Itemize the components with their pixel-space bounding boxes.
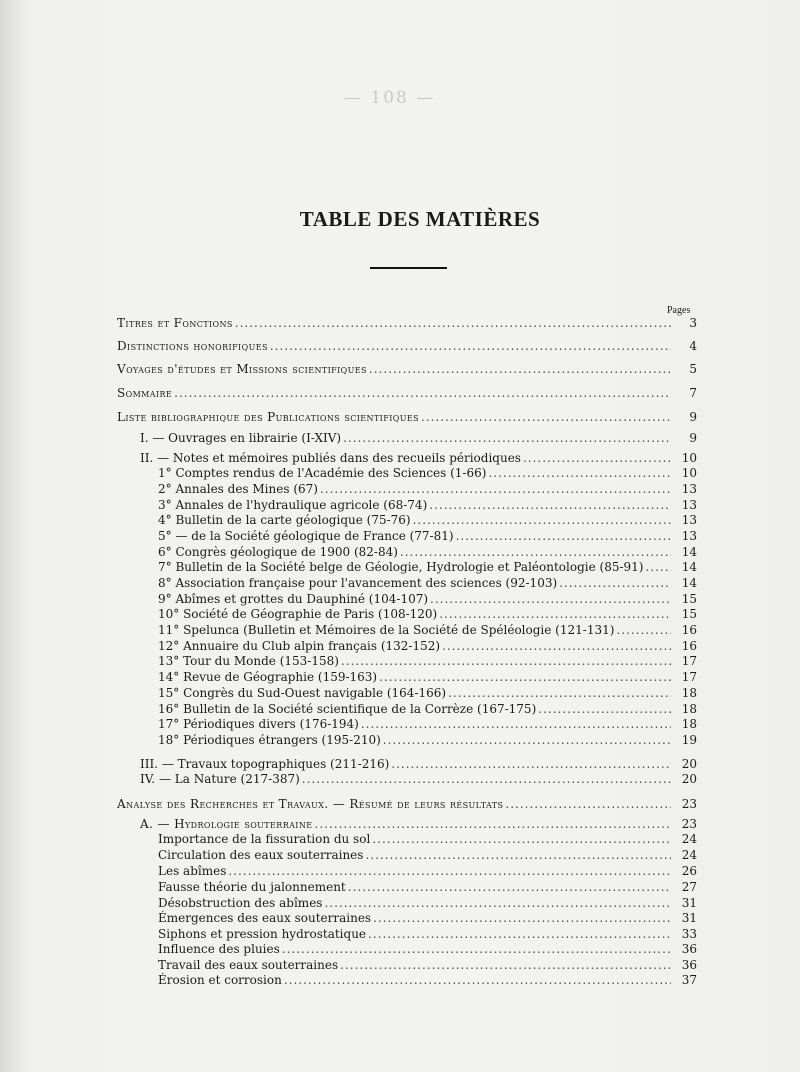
- toc-entry-label: A. — Hydrologie souterraine: [140, 817, 313, 831]
- toc-entry-page: 17: [681, 670, 697, 684]
- toc-entry: [158, 927, 697, 942]
- dot-leader: [348, 880, 671, 895]
- toc-entry-page: 13: [681, 498, 697, 512]
- toc-entry-page: 4: [689, 339, 697, 353]
- dot-leader: [456, 529, 671, 544]
- dot-leader: [488, 466, 671, 481]
- toc-entry: [158, 482, 697, 497]
- toc-entry: [158, 670, 697, 685]
- toc-entry: [140, 451, 697, 466]
- dot-leader: [505, 797, 671, 812]
- toc-entry-page: 36: [681, 958, 697, 972]
- toc-entry-page: 26: [681, 864, 697, 878]
- page-title: TABLE DES MATIÈRES: [299, 207, 541, 231]
- dot-leader: [383, 733, 671, 748]
- dot-leader: [270, 339, 671, 354]
- toc-entry-page: 3: [689, 316, 697, 330]
- toc-entry-page: 31: [681, 911, 697, 925]
- toc-entry-label: Distinctions honorifiques: [117, 339, 268, 353]
- toc-entry-label: Siphons et pression hydrostatique: [158, 927, 367, 941]
- dot-leader: [235, 316, 671, 331]
- toc-entry-label: 9° Abîmes et grottes du Dauphiné (104-107): [158, 592, 429, 606]
- toc-entry-label: 6° Congrès géologique de 1900 (82-84): [158, 545, 398, 559]
- toc-entry-label: II. — Notes et mémoires publiés dans des recueils périodiques: [140, 451, 521, 465]
- toc-entry: [140, 431, 697, 446]
- toc-entry-label: 2° Annales des Mines (67): [158, 482, 318, 496]
- toc-entry: [117, 316, 697, 331]
- toc-entry-page: 5: [689, 362, 697, 376]
- toc-entry-label: Les abîmes: [158, 864, 227, 878]
- toc-entry-page: 37: [681, 973, 697, 987]
- bleed-through-page-number: — 108 —: [344, 88, 436, 108]
- toc-entry-label: 12° Annuaire du Club alpin français (132-152): [158, 639, 441, 653]
- toc-entry-page: 19: [681, 733, 697, 747]
- dot-leader: [442, 639, 671, 654]
- toc-entry: [117, 339, 697, 354]
- toc-entry-page: 17: [681, 654, 697, 668]
- toc-entry: [158, 639, 697, 654]
- dot-leader: [645, 560, 671, 575]
- toc-entry-label: 7° Bulletin de la Société belge de Géologie, Hydrologie et Paléontologie (85-91): [158, 560, 644, 574]
- toc-entry: [158, 686, 697, 701]
- dot-leader: [421, 410, 671, 425]
- toc-entry-page: 10: [681, 466, 697, 480]
- toc-entry: [158, 623, 697, 638]
- dot-leader: [361, 717, 671, 732]
- toc-entry-label: 13° Tour du Monde (153-158): [158, 654, 339, 668]
- toc-entry-page: 13: [681, 482, 697, 496]
- dot-leader: [228, 864, 671, 879]
- toc-entry: [158, 607, 697, 622]
- toc-entry: [158, 958, 697, 973]
- toc-entry-label: 18° Périodiques étrangers (195-210): [158, 733, 381, 747]
- toc-entry: [158, 717, 697, 732]
- title-rule: [370, 267, 447, 269]
- toc-entry-label: 1° Comptes rendus de l'Académie des Sciences (1-66): [158, 466, 487, 480]
- toc-entry-page: 31: [681, 896, 697, 910]
- toc-entry-label: 14° Revue de Géographie (159-163): [158, 670, 378, 684]
- toc-entry: [117, 410, 697, 425]
- toc-entry: [117, 386, 697, 401]
- dot-leader: [538, 702, 671, 717]
- toc-entry: [158, 973, 697, 988]
- toc-entry: [158, 592, 697, 607]
- toc-entry-page: 13: [681, 529, 697, 543]
- dot-leader: [341, 654, 671, 669]
- toc-entry-page: 24: [681, 832, 697, 846]
- toc-entry-page: 18: [681, 686, 697, 700]
- toc-entry-label: 3° Annales de l'hydraulique agricole (68-74): [158, 498, 428, 512]
- dot-leader: [379, 670, 671, 685]
- toc-entry-label: Influence des pluies: [158, 942, 280, 956]
- toc-entry-page: 13: [681, 513, 697, 527]
- dot-leader: [413, 513, 671, 528]
- toc-entry-page: 14: [681, 576, 697, 590]
- dot-leader: [372, 832, 671, 847]
- pages-column-heading: Pages: [667, 305, 691, 316]
- toc-entry-label: Érosion et corrosion: [158, 973, 282, 987]
- toc-entry-page: 33: [681, 927, 697, 941]
- toc-entry-label: 8° Association française pour l'avancement des sciences (92-103): [158, 576, 558, 590]
- toc-entry: [140, 772, 697, 787]
- toc-entry-label: IV. — La Nature (217-387): [140, 772, 300, 786]
- toc-entry-page: 20: [681, 772, 697, 786]
- toc-entry: [140, 757, 697, 772]
- dot-leader: [302, 772, 671, 787]
- toc-entry-page: 23: [681, 797, 697, 811]
- dot-leader: [174, 386, 671, 401]
- toc-entry: [158, 654, 697, 669]
- toc-entry-label: 5° — de la Société géologique de France (77-81): [158, 529, 454, 543]
- toc-entry-label: 11° Spelunca (Bulletin et Mémoires de la Société de Spéléologie (121-131): [158, 623, 615, 637]
- dot-leader: [616, 623, 671, 638]
- toc-entry-label: III. — Travaux topographiques (211-216): [140, 757, 390, 771]
- toc-entry-label: I. — Ouvrages en librairie (I-XIV): [140, 431, 342, 445]
- toc-entry-label: Travail des eaux souterraines: [158, 958, 339, 972]
- dot-leader: [320, 482, 671, 497]
- toc-entry-label: Voyages d'études et Missions scientifiques: [117, 362, 367, 376]
- dot-leader: [391, 757, 671, 772]
- toc-entry-label: Fausse théorie du jalonnement: [158, 880, 346, 894]
- toc-entry-label: Désobstruction des abîmes: [158, 896, 323, 910]
- dot-leader: [343, 431, 671, 446]
- toc-entry-page: 9: [689, 431, 697, 445]
- toc-entry-page: 14: [681, 560, 697, 574]
- toc-entry: [158, 880, 697, 895]
- dot-leader: [429, 498, 671, 513]
- toc-entry: [158, 498, 697, 513]
- toc-entry: [117, 797, 697, 812]
- dot-leader: [315, 817, 671, 832]
- dot-leader: [340, 958, 671, 973]
- toc-entry-page: 15: [681, 607, 697, 621]
- toc-entry-page: 27: [681, 880, 697, 894]
- toc-entry-page: 20: [681, 757, 697, 771]
- toc-entry-page: 18: [681, 702, 697, 716]
- dot-leader: [523, 451, 671, 466]
- toc-entry-page: 15: [681, 592, 697, 606]
- toc-entry-page: 18: [681, 717, 697, 731]
- toc-entry-label: 17° Périodiques divers (176-194): [158, 717, 359, 731]
- dot-leader: [368, 927, 671, 942]
- toc-entry-label: Analyse des Recherches et Travaux. — Résumé de leurs résultats: [117, 797, 504, 811]
- dot-leader: [439, 607, 671, 622]
- dot-leader: [400, 545, 671, 560]
- toc-entry-label: 10° Société de Géographie de Paris (108-120): [158, 607, 438, 621]
- dot-leader: [324, 896, 671, 911]
- dot-leader: [369, 362, 671, 377]
- toc-entry: [158, 576, 697, 591]
- toc-entry-label: Émergences des eaux souterraines: [158, 911, 372, 925]
- toc-entry: [158, 896, 697, 911]
- toc-entry: [158, 733, 697, 748]
- toc-entry: [158, 529, 697, 544]
- toc-entry: [158, 466, 697, 481]
- toc-entry-page: 14: [681, 545, 697, 559]
- toc-entry: [158, 560, 697, 575]
- toc-entry: [158, 545, 697, 560]
- toc-entry-page: 9: [689, 410, 697, 424]
- dot-leader: [448, 686, 671, 701]
- toc-entry: [117, 362, 697, 377]
- toc-entry: [158, 864, 697, 879]
- toc-entry-page: 36: [681, 942, 697, 956]
- toc-entry-page: 10: [681, 451, 697, 465]
- dot-leader: [559, 576, 671, 591]
- toc-entry-page: 16: [681, 623, 697, 637]
- toc-entry-label: 4° Bulletin de la carte géologique (75-76): [158, 513, 411, 527]
- dot-leader: [430, 592, 671, 607]
- toc-entry: [158, 513, 697, 528]
- toc-entry: [158, 832, 697, 847]
- dot-leader: [282, 942, 671, 957]
- dot-leader: [365, 848, 671, 863]
- toc-entry: [158, 942, 697, 957]
- toc-entry-label: Titres et Fonctions: [117, 316, 233, 330]
- toc-entry-page: 23: [681, 817, 697, 831]
- toc-entry-label: Circulation des eaux souterraines: [158, 848, 364, 862]
- dot-leader: [284, 973, 671, 988]
- toc-entry-page: 24: [681, 848, 697, 862]
- toc-entry-label: 15° Congrès du Sud-Ouest navigable (164-166): [158, 686, 447, 700]
- toc-entry: [158, 848, 697, 863]
- toc-entry-page: 7: [689, 386, 697, 400]
- toc-entry: [158, 911, 697, 926]
- dot-leader: [373, 911, 671, 926]
- toc-entry-label: Sommaire: [117, 386, 173, 400]
- toc-entry: [140, 817, 697, 832]
- toc-entry-page: 16: [681, 639, 697, 653]
- toc-entry: [158, 702, 697, 717]
- toc-entry-label: 16° Bulletin de la Société scientifique de la Corrèze (167-175): [158, 702, 537, 716]
- toc-entry-label: Importance de la fissuration du sol: [158, 832, 371, 846]
- toc-entry-label: Liste bibliographique des Publications scientifiques: [117, 410, 419, 424]
